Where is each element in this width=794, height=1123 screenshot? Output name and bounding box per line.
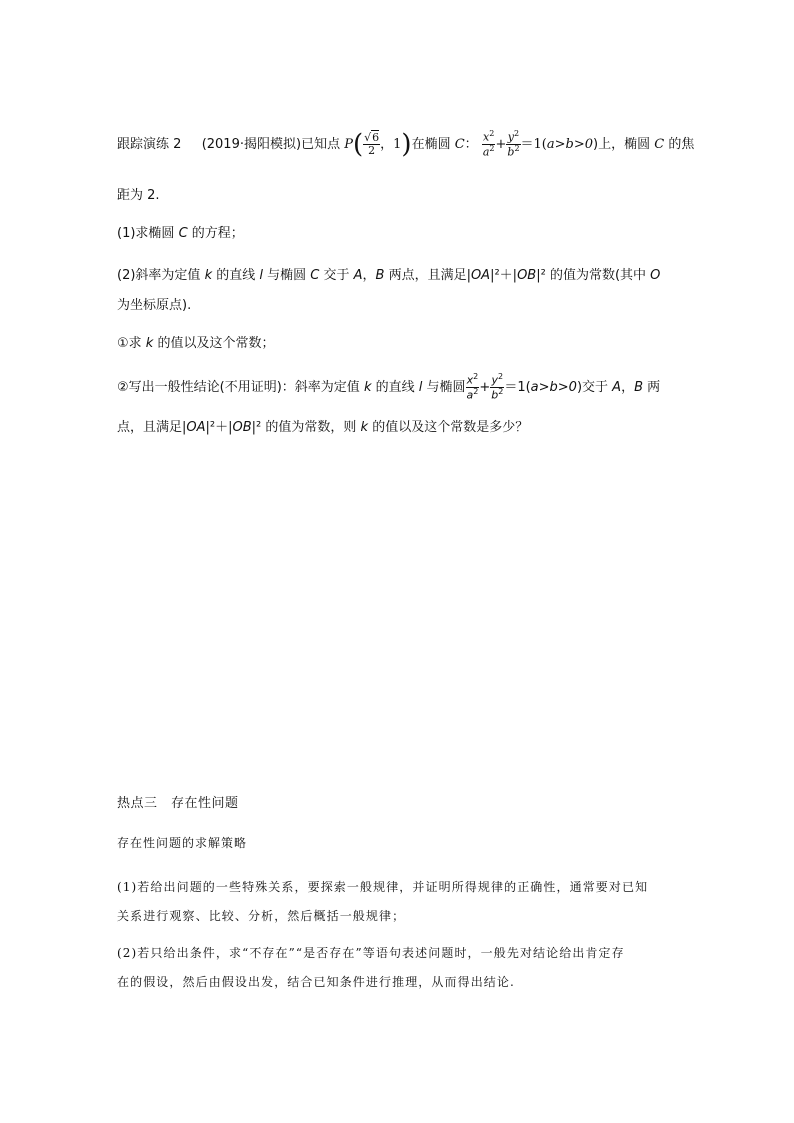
l-var: l [259,268,263,283]
curve-name: C [310,268,320,283]
equals-one: ＝1( [520,136,547,152]
q2-2-text: 两 [643,379,661,395]
a-var: a [466,388,474,402]
q2-text: 的直线 [212,268,260,283]
exp: 2 [498,386,504,396]
problem-line-2: 距为 2. [117,188,160,203]
curve-name: C [454,136,465,152]
problem-line-1: 跟踪演练 2 (2019·揭阳模拟)已知点 P( $\frac{√6}{2}$ ，1)在椭圆 C： $\frac{x^2}{a^2}$ + $\frac{y^2}{b^2}$ ＝1(a>b>0)上，椭圆 C 的焦 [117,129,695,160]
A-var: A [353,268,363,283]
ellipse-x-term [466,373,480,402]
section-title: 热点三 存在性问题 [117,796,239,811]
paren-open: ( [352,129,364,160]
q2-2-text: 的直线 [371,379,419,395]
q2-text: |² 的值为常数(其中 [536,268,651,283]
ellipse-y-term [506,130,520,159]
paragraph-2-line-2: 在的假设，然后由假设出发，结合已知条件进行推理，从而得出结论. [117,975,515,989]
exp: 2 [514,143,520,153]
question-2-1 [117,332,274,351]
equals-one: ＝1( [504,379,531,395]
paragraph-1-line-2: 关系进行观察、比较、分析，然后概括一般规律； [117,909,406,923]
O-var: O [650,268,661,283]
comma: ， [362,268,376,283]
text-after: )上，椭圆 [593,136,655,152]
q2-text: 两点，且满足| [384,268,471,283]
k-var: k [363,379,372,395]
point-y: 1 [393,136,402,152]
question-2-2-line-2 [117,416,528,435]
OA-var: OA [470,268,491,283]
l-var: l [418,379,423,395]
sqrt-arg: 6 [372,130,380,144]
OB-var: OB [232,420,252,435]
paragraph-1-line-1: (1)若给出问题的一些特殊关系，要探索一般规律，并证明所得规律的正确性，通常要对已知 [117,880,649,894]
OA-var: OA [186,420,206,435]
exp: 2 [489,143,495,153]
q2-1-prefix: ①求 [117,336,146,351]
exp: 2 [473,386,479,396]
OB-var: OB [517,268,537,283]
question-2-line-2: 为坐标原点). [117,298,192,313]
curve-name: C [178,226,188,241]
curve-name: C [654,136,665,152]
point-name: P [344,136,353,152]
q2-1-suffix: 的值以及这个常数； [153,336,275,351]
problem-label: 跟踪演练 2 [117,136,182,152]
k-var: k [145,336,154,351]
q2-text: 与椭圆 [262,268,311,283]
question-2-line-1 [117,264,660,283]
b-var: b [491,388,499,402]
a-var: a [482,145,490,159]
question-1 [117,222,244,241]
k-var: k [360,420,369,435]
q2-2-text: 与椭圆 [422,379,466,395]
text-on: 在椭圆 [411,136,455,152]
q2-text: |²＋| [490,268,518,283]
y-var: y [491,373,498,387]
problem-text: 已知点 [301,136,345,152]
q2-text: 交于 [319,268,354,283]
ellipse-x-term [482,130,496,159]
condition: a>b>0 [530,379,577,395]
x-var: x [466,373,474,387]
q2-2-text: ②写出一般性结论(不用证明)：斜率为定值 [117,379,364,395]
b-var: b [507,145,515,159]
q1-prefix: (1)求椭圆 [117,226,179,241]
exp: 2 [473,372,479,381]
paragraph-2-line-1: (2)若只给出条件，求“不存在”“是否存在”等语句表述问题时，一般先对结论给出肯定存 [117,946,625,960]
B-var: B [634,379,644,395]
comma: ， [621,379,635,395]
text-focal: 的焦 [664,136,695,152]
y-var: y [507,130,515,144]
q1-suffix: 的方程； [187,226,244,241]
colon: ： [464,136,478,152]
problem-block [117,129,695,450]
section-subtitle: 存在性问题的求解策略 [117,836,248,850]
k-var: k [204,268,213,283]
A-var: A [612,379,622,395]
question-2-2-line-1: ②写出一般性结论(不用证明)：斜率为定值 k 的直线 l 与椭圆 $\frac{x^2}{a^2}$ + $\frac{y^2}{b^2}$ ＝1(a>b>0)交于 A，B 两 [117,372,661,402]
condition: a>b>0 [546,136,594,152]
exp: 2 [514,129,520,138]
x-var: x [483,130,490,144]
B-var: B [375,268,385,283]
paren-close: ) [401,129,412,160]
q2-2-text: |²＋| [205,420,233,435]
q2-2-text: )交于 [576,379,613,395]
exp: 2 [498,372,504,381]
ellipse-y-term [490,373,504,402]
problem-source: (2019·揭阳模拟) [201,136,302,152]
q2-2-text: 的值以及这个常数是多少？ [368,420,529,435]
comma: ， [380,136,394,152]
q2-2-text: 点，且满足| [117,420,187,435]
exp: 2 [489,129,495,138]
point-x-fraction: $\frac{√6}{2}$ [364,130,380,157]
section-block [117,792,687,992]
frac-den: 2 [368,143,376,157]
q2-2-text: |² 的值为常数，则 [251,420,361,435]
q2-text: (2)斜率为定值 [117,268,205,283]
